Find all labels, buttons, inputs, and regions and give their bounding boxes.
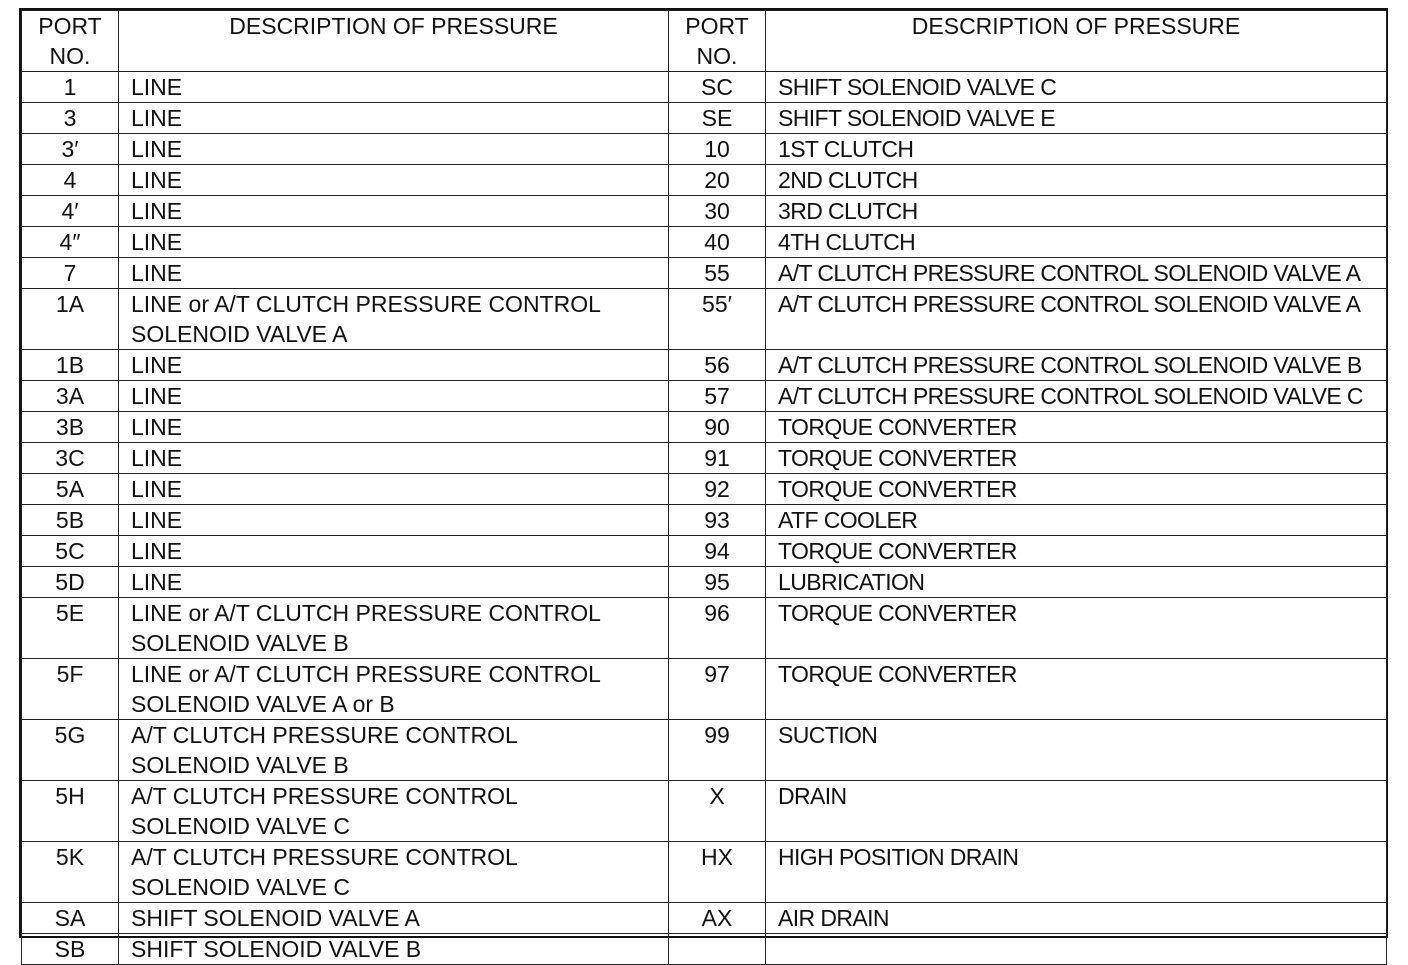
right-description-cell [766, 258, 1387, 289]
left-description-line: LINE [131, 538, 183, 564]
left-description-cell [119, 720, 669, 781]
right-port-no-cell: HX [669, 842, 766, 903]
left-description-line: SHIFT SOLENOID VALVE A [131, 905, 420, 931]
port-no-header-right [669, 11, 766, 72]
table-row [22, 505, 1387, 536]
left-port-no-cell: 1B [22, 350, 119, 381]
right-description-line: 4TH CLUTCH [778, 229, 916, 255]
right-port-no-cell: 57 [669, 381, 766, 412]
left-description-line: LINE [131, 569, 183, 595]
left-description-line: LINE [131, 167, 183, 193]
right-description-cell [766, 505, 1387, 536]
right-description-line: HIGH POSITION DRAIN [778, 844, 1019, 870]
table-row [22, 381, 1387, 412]
port-pressure-table [21, 10, 1387, 965]
table-row [22, 598, 1387, 659]
right-description-cell [766, 443, 1387, 474]
right-description-line: TORQUE CONVERTER [778, 476, 1017, 502]
port-no-header-left [22, 11, 119, 72]
right-description-cell [766, 536, 1387, 567]
left-description-cell [119, 289, 669, 350]
right-description-cell [766, 412, 1387, 443]
left-description-line: SOLENOID VALVE C [131, 813, 350, 839]
right-description-line: AIR DRAIN [778, 905, 889, 931]
port-no-header-right-line1: PORT [685, 13, 749, 39]
right-port-no-cell: 97 [669, 659, 766, 720]
header-row [22, 11, 1387, 72]
right-port-no-cell: 95 [669, 567, 766, 598]
left-port-no-cell: 5F [22, 659, 119, 720]
left-port-no-cell: 5K [22, 842, 119, 903]
left-description-line: LINE [131, 260, 183, 286]
left-port-no-cell: 5A [22, 474, 119, 505]
right-description-line: TORQUE CONVERTER [778, 414, 1017, 440]
table-row [22, 536, 1387, 567]
left-description-cell [119, 567, 669, 598]
right-description-cell [766, 289, 1387, 350]
left-description-cell [119, 134, 669, 165]
left-port-no-cell: SB [22, 934, 119, 965]
right-port-no-cell: 30 [669, 196, 766, 227]
right-description-cell [766, 781, 1387, 842]
description-header-left: DESCRIPTION OF PRESSURE [119, 11, 669, 72]
right-description-line: 3RD CLUTCH [778, 198, 918, 224]
left-description-line: A/T CLUTCH PRESSURE CONTROL [131, 722, 518, 748]
right-port-no-cell: 91 [669, 443, 766, 474]
left-description-line: LINE [131, 383, 183, 409]
right-port-no-cell [669, 934, 766, 965]
left-port-no-cell: 5B [22, 505, 119, 536]
right-description-cell [766, 567, 1387, 598]
left-description-line: SOLENOID VALVE A [131, 321, 348, 347]
right-port-no-cell: SE [669, 103, 766, 134]
table-row [22, 443, 1387, 474]
table-row [22, 289, 1387, 350]
left-description-cell [119, 381, 669, 412]
right-port-no-cell: 10 [669, 134, 766, 165]
right-description-cell [766, 720, 1387, 781]
left-port-no-cell: 5C [22, 536, 119, 567]
right-description-line: ATF COOLER [778, 507, 918, 533]
left-description-cell [119, 659, 669, 720]
right-description-cell [766, 381, 1387, 412]
left-port-no-cell: 1 [22, 72, 119, 103]
table-row [22, 72, 1387, 103]
left-port-no-cell: 3A [22, 381, 119, 412]
left-description-cell [119, 443, 669, 474]
left-description-line: A/T CLUTCH PRESSURE CONTROL [131, 844, 518, 870]
left-description-line: LINE [131, 105, 183, 131]
right-description-line: 1ST CLUTCH [778, 136, 914, 162]
right-description-line: A/T CLUTCH PRESSURE CONTROL SOLENOID VALVE C [778, 383, 1363, 409]
left-description-line: SOLENOID VALVE B [131, 630, 349, 656]
right-port-no-cell: AX [669, 903, 766, 934]
left-description-cell [119, 536, 669, 567]
left-description-line: LINE [131, 352, 183, 378]
table-row [22, 720, 1387, 781]
right-port-no-cell: 99 [669, 720, 766, 781]
left-description-cell [119, 103, 669, 134]
left-port-no-cell: 4 [22, 165, 119, 196]
port-no-header-left-line1: PORT [38, 13, 102, 39]
left-port-no-cell: SA [22, 903, 119, 934]
right-description-cell [766, 196, 1387, 227]
right-port-no-cell: 56 [669, 350, 766, 381]
left-description-cell [119, 165, 669, 196]
left-description-line: LINE [131, 198, 183, 224]
left-description-cell [119, 842, 669, 903]
left-description-cell [119, 72, 669, 103]
right-description-line: DRAIN [778, 783, 847, 809]
left-description-cell [119, 781, 669, 842]
right-description-cell [766, 227, 1387, 258]
right-description-line: SHIFT SOLENOID VALVE E [778, 105, 1055, 131]
left-port-no-cell: 3′ [22, 134, 119, 165]
right-port-no-cell: X [669, 781, 766, 842]
right-port-no-cell: 93 [669, 505, 766, 536]
left-description-line: SHIFT SOLENOID VALVE B [131, 936, 422, 962]
left-description-cell [119, 474, 669, 505]
left-description-cell [119, 598, 669, 659]
left-description-cell [119, 934, 669, 965]
table-row [22, 227, 1387, 258]
right-port-no-cell: 20 [669, 165, 766, 196]
left-description-line: LINE [131, 414, 183, 440]
table-row [22, 134, 1387, 165]
left-port-no-cell: 5H [22, 781, 119, 842]
table-row [22, 659, 1387, 720]
right-description-cell [766, 72, 1387, 103]
port-no-header-left-line2: NO. [49, 43, 91, 69]
left-port-no-cell: 3B [22, 412, 119, 443]
right-description-cell [766, 165, 1387, 196]
left-description-line: A/T CLUTCH PRESSURE CONTROL [131, 783, 518, 809]
port-no-header-right-line2: NO. [696, 43, 738, 69]
table-row [22, 412, 1387, 443]
right-description-cell [766, 474, 1387, 505]
table-row [22, 842, 1387, 903]
table-row [22, 196, 1387, 227]
right-description-cell [766, 934, 1387, 965]
right-description-cell [766, 842, 1387, 903]
table-body [22, 72, 1387, 965]
left-description-cell [119, 196, 669, 227]
right-description-cell [766, 350, 1387, 381]
table-row [22, 781, 1387, 842]
left-port-no-cell: 5D [22, 567, 119, 598]
right-description-line: 2ND CLUTCH [778, 167, 918, 193]
right-port-no-cell: SC [669, 72, 766, 103]
right-description-cell [766, 103, 1387, 134]
right-description-line: A/T CLUTCH PRESSURE CONTROL SOLENOID VALVE A [778, 291, 1361, 317]
left-description-line: SOLENOID VALVE C [131, 874, 350, 900]
table-row [22, 934, 1387, 965]
left-port-no-cell: 3 [22, 103, 119, 134]
left-port-no-cell: 4′ [22, 196, 119, 227]
left-description-cell [119, 258, 669, 289]
left-port-no-cell: 5E [22, 598, 119, 659]
right-description-line: SHIFT SOLENOID VALVE C [778, 74, 1057, 100]
table-row [22, 474, 1387, 505]
right-description-cell [766, 134, 1387, 165]
left-description-line: LINE [131, 74, 183, 100]
right-description-cell [766, 903, 1387, 934]
left-description-line: LINE or A/T CLUTCH PRESSURE CONTROL [131, 661, 601, 687]
left-description-cell [119, 903, 669, 934]
right-description-line: A/T CLUTCH PRESSURE CONTROL SOLENOID VALVE B [778, 352, 1362, 378]
table-row [22, 103, 1387, 134]
table-row [22, 903, 1387, 934]
left-description-line: LINE [131, 476, 183, 502]
left-port-no-cell: 7 [22, 258, 119, 289]
left-description-line: LINE or A/T CLUTCH PRESSURE CONTROL [131, 600, 601, 626]
right-description-line: A/T CLUTCH PRESSURE CONTROL SOLENOID VALVE A [778, 260, 1361, 286]
table-row [22, 350, 1387, 381]
right-description-cell [766, 598, 1387, 659]
left-description-cell [119, 227, 669, 258]
description-header-right: DESCRIPTION OF PRESSURE [766, 11, 1387, 72]
left-description-line: SOLENOID VALVE A or B [131, 691, 395, 717]
right-port-no-cell: 94 [669, 536, 766, 567]
left-description-cell [119, 350, 669, 381]
right-description-line: SUCTION [778, 722, 878, 748]
right-description-cell [766, 659, 1387, 720]
left-description-line: LINE [131, 229, 183, 255]
left-description-line: LINE [131, 445, 183, 471]
right-description-line: TORQUE CONVERTER [778, 600, 1017, 626]
right-port-no-cell: 96 [669, 598, 766, 659]
table-row [22, 165, 1387, 196]
right-port-no-cell: 92 [669, 474, 766, 505]
left-description-line: LINE [131, 136, 183, 162]
left-description-line: SOLENOID VALVE B [131, 752, 349, 778]
left-port-no-cell: 5G [22, 720, 119, 781]
left-description-line: LINE [131, 507, 183, 533]
right-port-no-cell: 90 [669, 412, 766, 443]
right-description-line: TORQUE CONVERTER [778, 445, 1017, 471]
left-description-line: LINE or A/T CLUTCH PRESSURE CONTROL [131, 291, 601, 317]
left-port-no-cell: 1A [22, 289, 119, 350]
right-description-line: LUBRICATION [778, 569, 925, 595]
left-description-cell [119, 505, 669, 536]
port-pressure-table-sheet [19, 8, 1388, 962]
right-port-no-cell: 55 [669, 258, 766, 289]
left-description-cell [119, 412, 669, 443]
right-description-line: TORQUE CONVERTER [778, 661, 1017, 687]
left-port-no-cell: 4″ [22, 227, 119, 258]
table-row [22, 258, 1387, 289]
table-row [22, 567, 1387, 598]
right-port-no-cell: 40 [669, 227, 766, 258]
right-port-no-cell: 55′ [669, 289, 766, 350]
left-port-no-cell: 3C [22, 443, 119, 474]
right-description-line: TORQUE CONVERTER [778, 538, 1017, 564]
